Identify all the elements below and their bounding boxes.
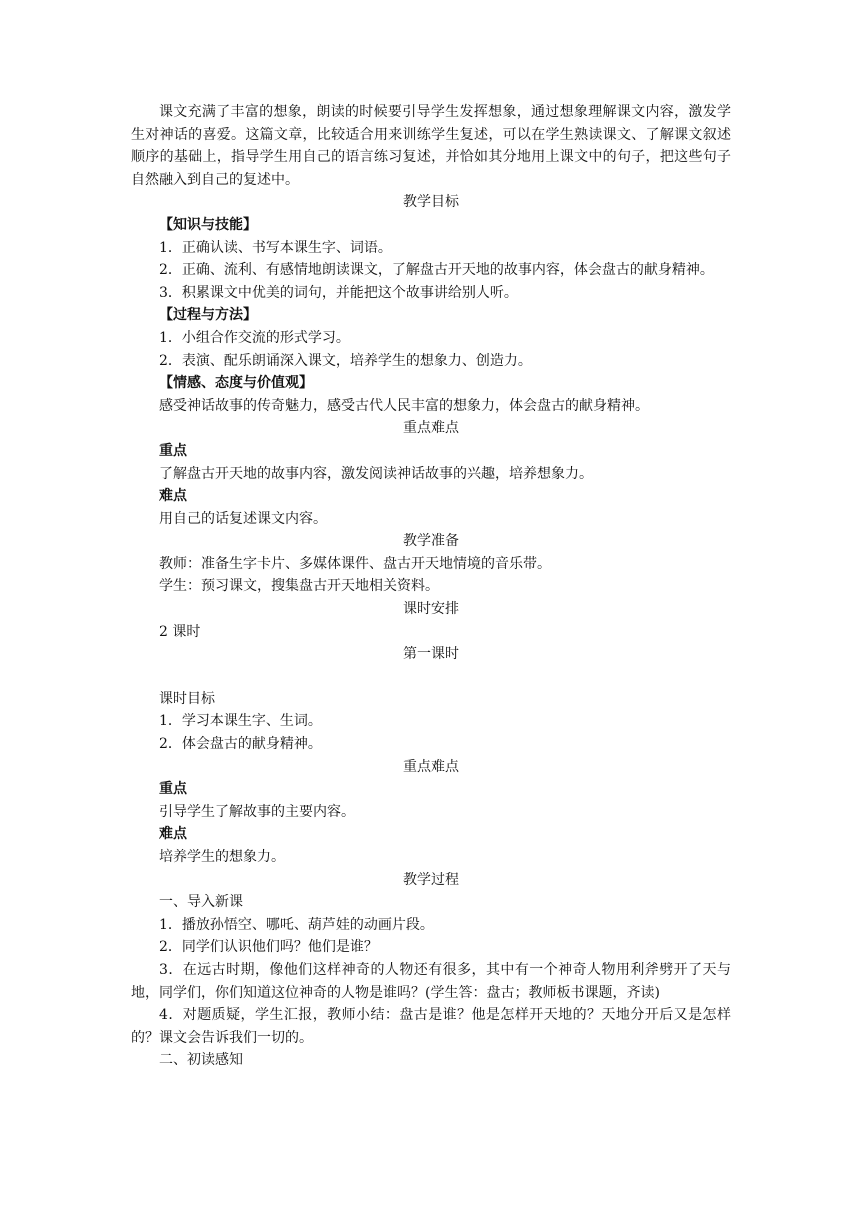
- goal-item-e1: 感受神话故事的传奇魅力，感受古代人民丰富的想象力，体会盘古的献身精神。: [159, 397, 649, 414]
- lesson-goal-1: 1．学习本课生字、生词。: [159, 713, 322, 730]
- heading-process-method: 【过程与方法】: [159, 307, 257, 324]
- process-item-3: 3．在远古时期，像他们这样神奇的人物还有很多，其中有一个神奇人物用利斧劈开了天与地，同学们，你们知道这位神奇的人物是谁吗？(学生答：盘古；教师板书课题，齐读): [131, 961, 731, 1001]
- section-title-lesson1: 第一课时: [403, 646, 459, 663]
- lesson-label-difficulty: 难点: [159, 826, 187, 843]
- blank-line: [131, 666, 731, 688]
- section-title-schedule: 课时安排: [403, 601, 459, 618]
- document-page: [131, 101, 731, 1072]
- process-item-2: 2．同学们认识他们吗？他们是谁？: [159, 939, 378, 956]
- intro-paragraph: 课文充满了丰富的想象，朗读的时候要引导学生发挥想象，通过想象理解课文内容，激发学生对神话的喜爱。这篇文章，比较适合用来训练学生复述，可以在学生熟读课文、了解课文叙述顺序的基础上，指导学生用自己的语言练习复述，并恰如其分地用上课文中的句子，把这些句子自然融入到自己的复述中。: [131, 104, 731, 188]
- section-title-goals: 教学目标: [403, 194, 459, 211]
- text-difficulty: 用自己的话复述课文内容。: [159, 510, 327, 527]
- lesson-text-focus: 引导学生了解故事的主要内容。: [159, 803, 355, 820]
- process-step-2: 二、初读感知: [159, 1052, 243, 1069]
- lesson-label-focus: 重点: [159, 781, 187, 798]
- prep-teacher: 教师：准备生字卡片、多媒体课件、盘古开天地情境的音乐带。: [159, 555, 551, 572]
- process-item-1: 1．播放孙悟空、哪吒、葫芦娃的动画片段。: [159, 916, 434, 933]
- section-title-keys: 重点难点: [403, 420, 459, 437]
- text-focus: 了解盘古开天地的故事内容，激发阅读神话故事的兴趣，培养想象力。: [159, 465, 593, 482]
- section-title-lesson-keys: 重点难点: [403, 758, 459, 775]
- process-step-1: 一、导入新课: [159, 894, 243, 911]
- section-title-prep: 教学准备: [403, 533, 459, 550]
- goal-item-p1: 1．小组合作交流的形式学习。: [159, 329, 350, 346]
- prep-student: 学生：预习课文，搜集盘古开天地相关资料。: [159, 578, 439, 595]
- process-item-4: 4．对题质疑，学生汇报，教师小结：盘古是谁？他是怎样开天地的？天地分开后又是怎样的？课文会告诉我们一切的。: [131, 1007, 731, 1046]
- goal-item-k1: 1．正确认读、书写本课生字、词语。: [159, 239, 392, 256]
- goal-item-p2: 2．表演、配乐朗诵深入课文，培养学生的想象力、创造力。: [159, 352, 532, 369]
- goal-item-k2: 2．正确、流利、有感情地朗读课文，了解盘古开天地的故事内容，体会盘古的献身精神。: [159, 262, 714, 279]
- lesson-goal-2: 2．体会盘古的献身精神。: [159, 736, 322, 753]
- label-difficulty: 难点: [159, 488, 187, 505]
- heading-knowledge-skills: 【知识与技能】: [159, 216, 257, 233]
- schedule-text: 2 课时: [159, 623, 201, 640]
- heading-emotion-values: 【情感、态度与价值观】: [159, 375, 313, 392]
- section-title-process: 教学过程: [403, 871, 459, 888]
- label-focus: 重点: [159, 442, 187, 459]
- lesson-text-difficulty: 培养学生的想象力。: [159, 849, 285, 865]
- goal-item-k3: 3．积累课文中优美的词句，并能把这个故事讲给别人听。: [159, 284, 518, 301]
- lesson-goal-label: 课时目标: [159, 690, 215, 707]
